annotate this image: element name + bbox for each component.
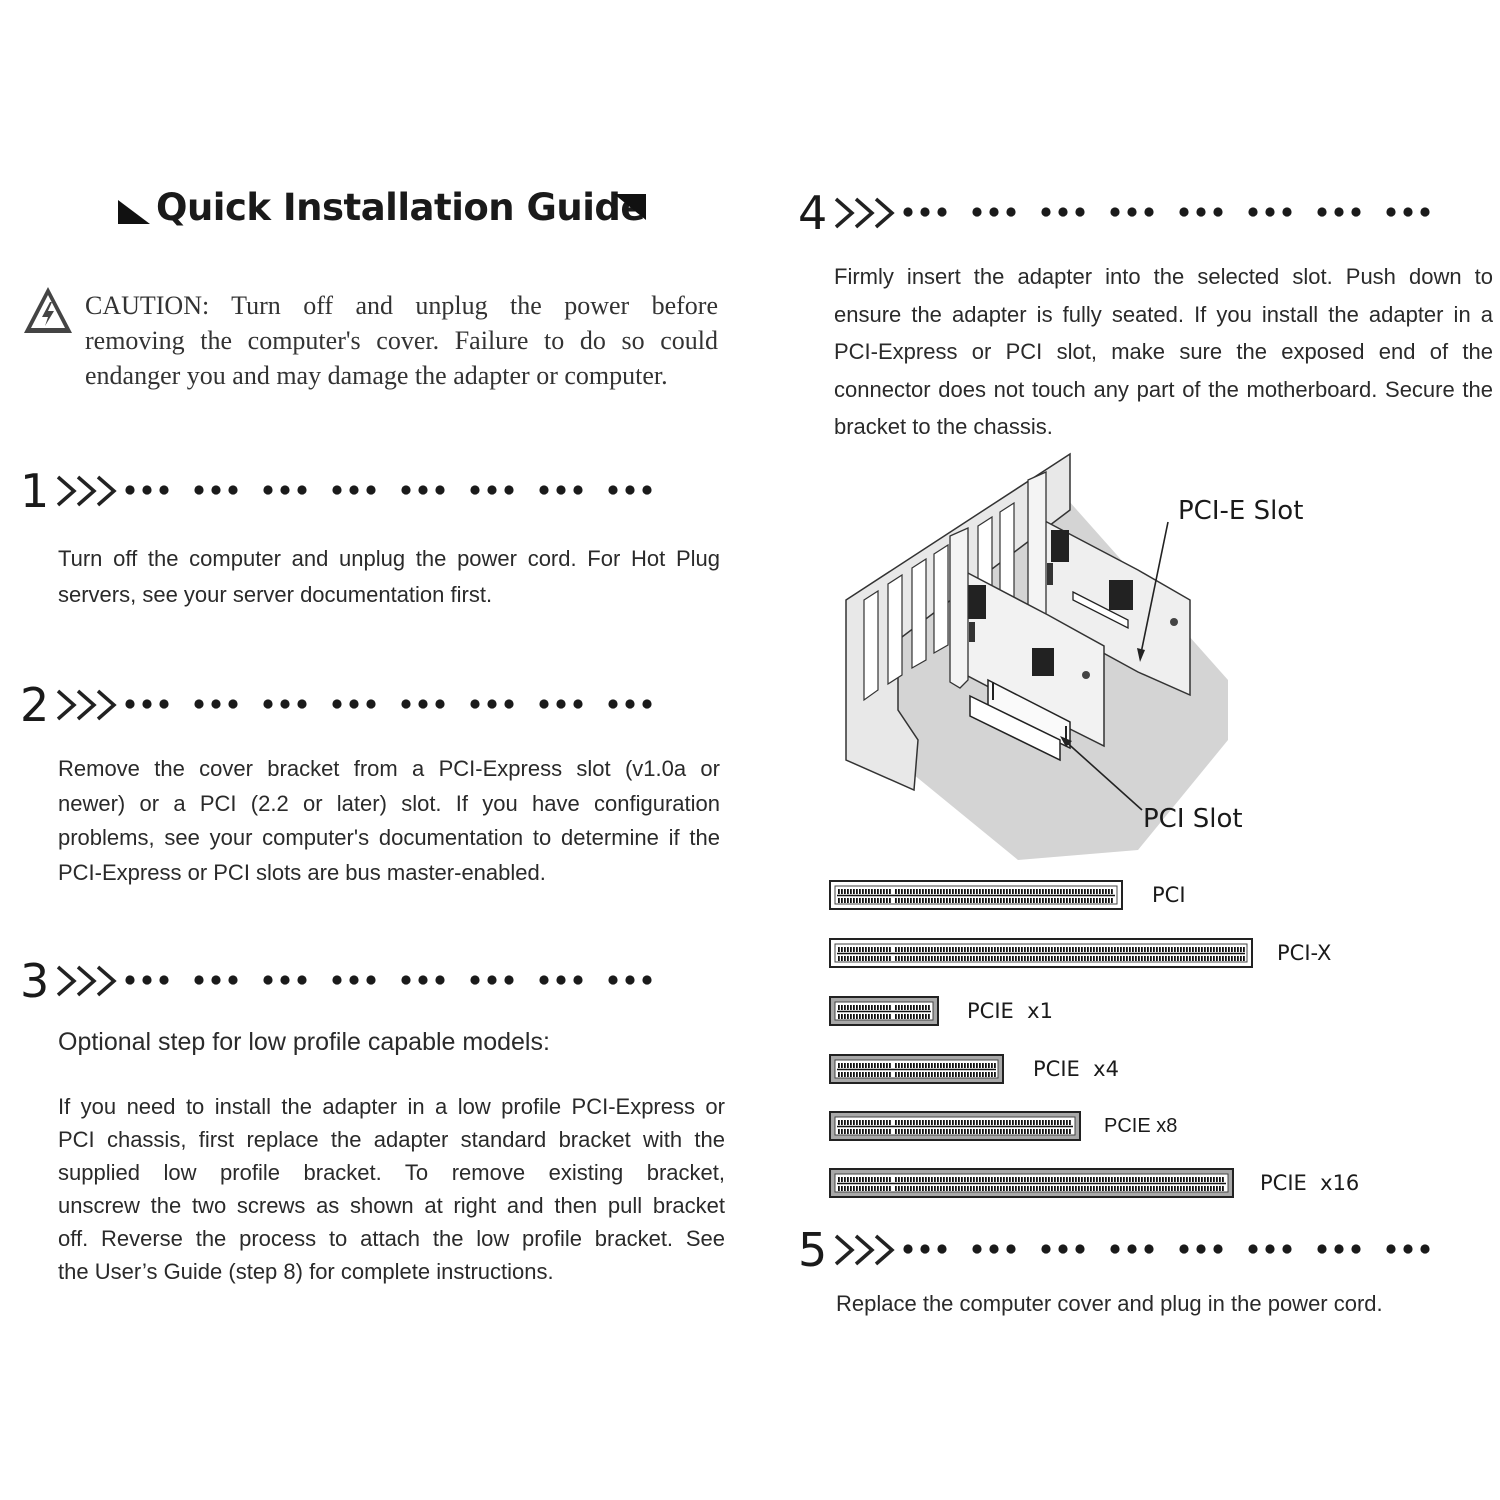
dotted-divider: [124, 694, 684, 714]
divider-dot: [228, 699, 237, 708]
slot-graphic-pci-x: [829, 938, 1253, 968]
divider-dot: [470, 699, 479, 708]
divider-dot: [297, 975, 306, 984]
divider-dot: [1075, 1244, 1084, 1253]
divider-dot: [1144, 207, 1153, 216]
divider-dot: [1127, 207, 1136, 216]
divider-dot: [280, 485, 289, 494]
divider-dot: [1420, 1244, 1429, 1253]
divider-dot: [1006, 1244, 1015, 1253]
dotted-divider: [124, 480, 684, 500]
connector-pins: [829, 938, 1253, 968]
divider-dot: [418, 975, 427, 984]
divider-dot: [211, 699, 220, 708]
divider-dot: [1058, 1244, 1067, 1253]
divider-dot: [470, 975, 479, 984]
divider-dot: [937, 1244, 946, 1253]
step-4-text: [834, 258, 1493, 446]
divider-dot: [194, 485, 203, 494]
divider-dot: [332, 975, 341, 984]
text-line: off. Reverse the process to attach the low profile bracket. See: [58, 1226, 725, 1251]
divider-dot: [1282, 1244, 1291, 1253]
divider-dot: [504, 975, 513, 984]
divider-dot: [573, 485, 582, 494]
divider-dot: [1110, 207, 1119, 216]
divider-dot: [366, 699, 375, 708]
divider-dot: [1282, 207, 1291, 216]
divider-dot: [1213, 1244, 1222, 1253]
divider-dot: [263, 485, 272, 494]
pci-e-slot-callout: PCI-E Slot: [1178, 496, 1304, 526]
divider-dot: [332, 699, 341, 708]
text-line: Remove the cover bracket from a PCI-Express slot (v1.0a or: [58, 756, 720, 781]
divider-dot: [228, 975, 237, 984]
text-line: Replace the computer cover and plug in the power cord.: [836, 1291, 1383, 1316]
divider-dot: [1351, 1244, 1360, 1253]
divider-dot: [366, 485, 375, 494]
divider-dot: [228, 485, 237, 494]
slot-graphic-pcie-x1: [829, 996, 939, 1026]
text-line: ensure the adapter is fully seated. If you install the adapter in a: [834, 301, 1493, 327]
step-1-text: [58, 541, 720, 613]
divider-dot: [366, 975, 375, 984]
divider-dot: [920, 1244, 929, 1253]
divider-dot: [1248, 207, 1257, 216]
divider-dot: [159, 699, 168, 708]
divider-dot: [349, 485, 358, 494]
step-3-text: [58, 1090, 725, 1288]
divider-dot: [263, 699, 272, 708]
divider-dot: [504, 699, 513, 708]
divider-dot: [1420, 207, 1429, 216]
text-line: connector does not touch any part of the motherboard. Secure the: [834, 376, 1493, 402]
divider-dot: [1006, 207, 1015, 216]
divider-dot: [263, 975, 272, 984]
divider-dot: [1144, 1244, 1153, 1253]
divider-dot: [1403, 207, 1412, 216]
divider-dot: [1213, 207, 1222, 216]
divider-dot: [1110, 1244, 1119, 1253]
divider-dot: [1317, 1244, 1326, 1253]
divider-dot: [903, 207, 912, 216]
divider-dot: [903, 1244, 912, 1253]
divider-dot: [608, 975, 617, 984]
step-number: 2: [20, 678, 50, 732]
divider-dot: [625, 975, 634, 984]
divider-dot: [1041, 1244, 1050, 1253]
divider-dot: [470, 485, 479, 494]
high-voltage-warning-icon: [22, 284, 74, 336]
divider-dot: [125, 485, 134, 494]
slot-label-pcie-x1: PCIE x1: [967, 999, 1053, 1023]
divider-dot: [1317, 207, 1326, 216]
divider-dot: [211, 975, 220, 984]
divider-dot: [159, 975, 168, 984]
divider-dot: [332, 485, 341, 494]
text-line: PCI-Express or PCI slot, make sure the exposed end of the: [834, 339, 1493, 364]
divider-dot: [556, 485, 565, 494]
divider-dot: [194, 975, 203, 984]
divider-dot: [435, 975, 444, 984]
divider-dot: [1196, 207, 1205, 216]
title-left-triangle-icon: [118, 200, 150, 224]
divider-dot: [539, 699, 548, 708]
divider-dot: [625, 699, 634, 708]
triple-chevron-icon: [56, 964, 120, 998]
divider-dot: [401, 485, 410, 494]
divider-dot: [642, 485, 651, 494]
divider-dot: [142, 975, 151, 984]
page-title: Quick Installation Guide: [156, 186, 645, 229]
slot-graphic-pcie-x8: [829, 1111, 1081, 1141]
divider-dot: [625, 485, 634, 494]
divider-dot: [349, 975, 358, 984]
divider-dot: [487, 485, 496, 494]
text-line: bracket to the chassis.: [834, 414, 1053, 439]
divider-dot: [280, 699, 289, 708]
divider-dot: [297, 699, 306, 708]
slot-label-pcie-x16: PCIE x16: [1260, 1171, 1360, 1195]
slot-label-pci-x: PCI-X: [1277, 941, 1332, 965]
text-line: the User’s Guide (step 8) for complete instructions.: [58, 1259, 554, 1284]
step-3-subtitle: [58, 1025, 550, 1059]
divider-dot: [539, 485, 548, 494]
divider-dot: [1265, 1244, 1274, 1253]
divider-dot: [418, 699, 427, 708]
step-5-text: [836, 1288, 1383, 1320]
divider-dot: [159, 485, 168, 494]
connector-pins: [829, 1168, 1234, 1198]
slot-graphic-pcie-x4: [829, 1054, 1004, 1084]
divider-dot: [989, 1244, 998, 1253]
divider-dot: [937, 207, 946, 216]
divider-dot: [435, 699, 444, 708]
text-line: unscrew the two screws as shown at right and then pull bracket: [58, 1193, 725, 1218]
divider-dot: [504, 485, 513, 494]
text-line: servers, see your server documentation first.: [58, 582, 493, 607]
caution-line: CAUTION: Turn off and unplug the power before: [85, 291, 718, 320]
divider-dot: [1351, 207, 1360, 216]
connector-pins: [829, 996, 939, 1026]
subtitle-line: Optional step for low profile capable models:: [58, 1028, 550, 1056]
divider-dot: [401, 975, 410, 984]
slot-label-pcie-x4: PCIE x4: [1033, 1057, 1119, 1081]
caution-line: endanger you and may damage the adapter or computer.: [85, 361, 668, 390]
divider-dot: [556, 699, 565, 708]
divider-dot: [1334, 1244, 1343, 1253]
step-number: 4: [798, 186, 828, 240]
divider-dot: [418, 485, 427, 494]
step-number: 5: [798, 1223, 828, 1277]
divider-dot: [1248, 1244, 1257, 1253]
triple-chevron-icon: [834, 196, 898, 230]
text-line: Turn off the computer and unplug the power cord. For Hot Plug: [58, 546, 720, 571]
caution-notice: [85, 288, 718, 393]
slot-graphic-pci: [829, 880, 1123, 910]
divider-dot: [642, 699, 651, 708]
divider-dot: [608, 485, 617, 494]
divider-dot: [1386, 1244, 1395, 1253]
step-number: 3: [20, 954, 50, 1008]
connector-pins: [829, 1054, 1004, 1084]
text-line: supplied low profile bracket. To remove existing bracket,: [58, 1160, 725, 1185]
divider-dot: [435, 485, 444, 494]
divider-dot: [1179, 1244, 1188, 1253]
divider-dot: [1058, 207, 1067, 216]
divider-dot: [401, 699, 410, 708]
pci-slot-callout: PCI Slot: [1143, 804, 1243, 834]
divider-dot: [297, 485, 306, 494]
step-number: 1: [20, 464, 50, 518]
divider-dot: [556, 975, 565, 984]
caution-line: removing the computer's cover. Failure to do so could: [85, 326, 718, 355]
triple-chevron-icon: [56, 688, 120, 722]
divider-dot: [1265, 207, 1274, 216]
divider-dot: [608, 699, 617, 708]
divider-dot: [125, 975, 134, 984]
divider-dot: [142, 699, 151, 708]
divider-dot: [642, 975, 651, 984]
triple-chevron-icon: [834, 1233, 898, 1267]
divider-dot: [573, 975, 582, 984]
divider-dot: [1403, 1244, 1412, 1253]
dotted-divider: [124, 970, 684, 990]
text-line: If you need to install the adapter in a low profile PCI-Express or: [58, 1094, 725, 1119]
divider-dot: [1127, 1244, 1136, 1253]
divider-dot: [1179, 207, 1188, 216]
divider-dot: [989, 207, 998, 216]
divider-dot: [125, 699, 134, 708]
divider-dot: [487, 975, 496, 984]
divider-dot: [194, 699, 203, 708]
connector-pins: [829, 880, 1123, 910]
slot-label-pci: PCI: [1152, 883, 1186, 907]
text-line: problems, see your computer's documentation to determine if the: [58, 825, 720, 850]
divider-dot: [280, 975, 289, 984]
dotted-divider: [902, 1239, 1462, 1259]
divider-dot: [573, 699, 582, 708]
divider-dot: [1386, 207, 1395, 216]
divider-dot: [1041, 207, 1050, 216]
divider-dot: [1075, 207, 1084, 216]
divider-dot: [1334, 207, 1343, 216]
text-line: Firmly insert the adapter into the selected slot. Push down to: [834, 264, 1493, 289]
step-2-text: [58, 752, 720, 890]
divider-dot: [349, 699, 358, 708]
text-line: newer) or a PCI (2.2 or later) slot. If you have configuration: [58, 790, 720, 816]
text-line: PCI-Express or PCI slots are bus master-enabled.: [58, 859, 546, 885]
slot-graphic-pcie-x16: [829, 1168, 1234, 1198]
text-line: PCI chassis, first replace the adapter standard bracket with the: [58, 1127, 725, 1152]
triple-chevron-icon: [56, 474, 120, 508]
divider-dot: [972, 1244, 981, 1253]
divider-dot: [142, 485, 151, 494]
connector-pins: [829, 1111, 1081, 1141]
title-right-triangle-icon: [614, 194, 646, 220]
divider-dot: [920, 207, 929, 216]
dotted-divider: [902, 202, 1462, 222]
divider-dot: [211, 485, 220, 494]
divider-dot: [1196, 1244, 1205, 1253]
slot-label-pcie-x8: PCIE x8: [1104, 1115, 1178, 1137]
divider-dot: [539, 975, 548, 984]
divider-dot: [487, 699, 496, 708]
divider-dot: [972, 207, 981, 216]
